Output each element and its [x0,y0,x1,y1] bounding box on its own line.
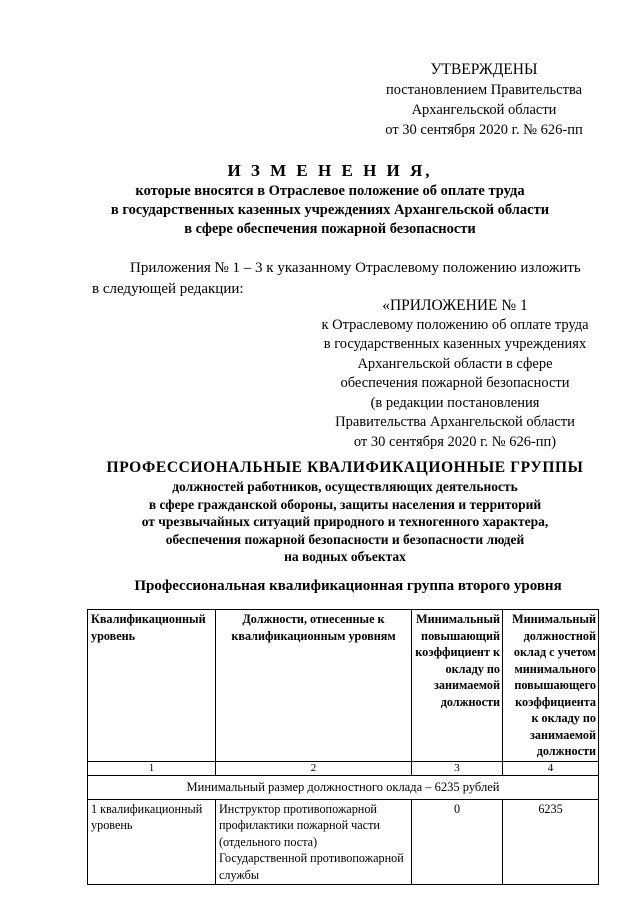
intro-line: Приложения № 1 – 3 к указанному Отраслевому положению изложить [130,260,581,276]
changes-subtitle-line: в государственных казенных учреждениях Архангельской области [110,202,550,218]
appendix-line: Архангельской области в сфере [357,355,553,372]
changes-title: И З М Е Н Е Н И Я, [227,161,433,180]
appendix-line: Правительства Архангельской области [335,414,575,430]
appendix-heading: «ПРИЛОЖЕНИЕ № 1 [382,297,528,314]
pkg-subtitle-line: на водных объектах [284,549,406,564]
changes-subtitle-line: в сфере обеспечения пожарной безопасности [184,221,476,237]
table-header-row [88,610,599,762]
column-header-level: Квалификационный уровень [88,610,216,762]
column-number: 3 [412,761,503,775]
appendix-header [300,296,610,452]
pkg-title-block [80,458,610,566]
changes-title-block [60,160,600,239]
appendix-line: в государственных казенных учреждениях [323,336,587,352]
column-header-salary: Минимальный должностной оклад с учетом минимального повышающего коэффициента к окладу по занимаемой должности [503,610,599,762]
intro-line: в следующей редакции: [92,281,244,297]
approval-line: постановлением Правительства [385,82,583,98]
cell-coefficient: 0 [412,799,503,885]
appendix-line: к Отраслевому положению об оплате труда [321,316,589,333]
intro-paragraph [92,258,600,300]
column-header-positions: Должности, отнесенные к квалификационным уровням [216,610,412,762]
approval-line: Архангельской области [411,102,557,118]
appendix-line: обеспечения пожарной безопасности [340,375,570,391]
approval-line: от 30 сентября 2020 г. № 626-пп [385,122,583,138]
appendix-line: (в редакции постановления [370,394,540,411]
appendix-line: от 30 сентября 2020 г. № 626-пп) [353,433,557,450]
pkg-subtitle-line: должностей работников, осуществляющих деятельность [172,479,518,494]
approval-block [360,60,608,140]
level-heading: Профессиональная квалификационная группа второго уровня [134,578,562,594]
pkg-title: ПРОФЕССИОНАЛЬНЫЕ КВАЛИФИКАЦИОННЫЕ ГРУППЫ [106,459,584,476]
table-row [88,799,599,885]
salary-span-row [88,775,599,799]
pkg-subtitle-line: в сфере гражданской обороны, защиты населения и территорий [148,496,542,512]
qualification-table [87,609,599,885]
cell-position: Инструктор противопожарной профилактики пожарной части (отдельного поста) Государственной противопожарной службы [216,799,412,885]
cell-salary: 6235 [503,799,599,885]
pkg-subtitle-line: обеспечения пожарной безопасности и безопасности людей [165,531,525,547]
column-number-row [88,761,599,775]
pkg-subtitle-line: от чрезвычайных ситуаций природного и техногенного характера, [141,514,549,529]
column-header-coefficient: Минимальный повышающий коэффициент к окладу по занимаемой должности [412,610,503,762]
salary-span-cell: Минимальный размер должностного оклада – 6235 рублей [88,775,599,799]
cell-level: 1 квалификационный уровень [88,799,216,885]
column-number: 1 [88,761,216,775]
column-number: 4 [503,761,599,775]
column-number: 2 [216,761,412,775]
approval-heading: УТВЕРЖДЕНЫ [430,61,538,78]
changes-subtitle-line: которые вносятся в Отраслевое положение об оплате труда [135,183,525,199]
